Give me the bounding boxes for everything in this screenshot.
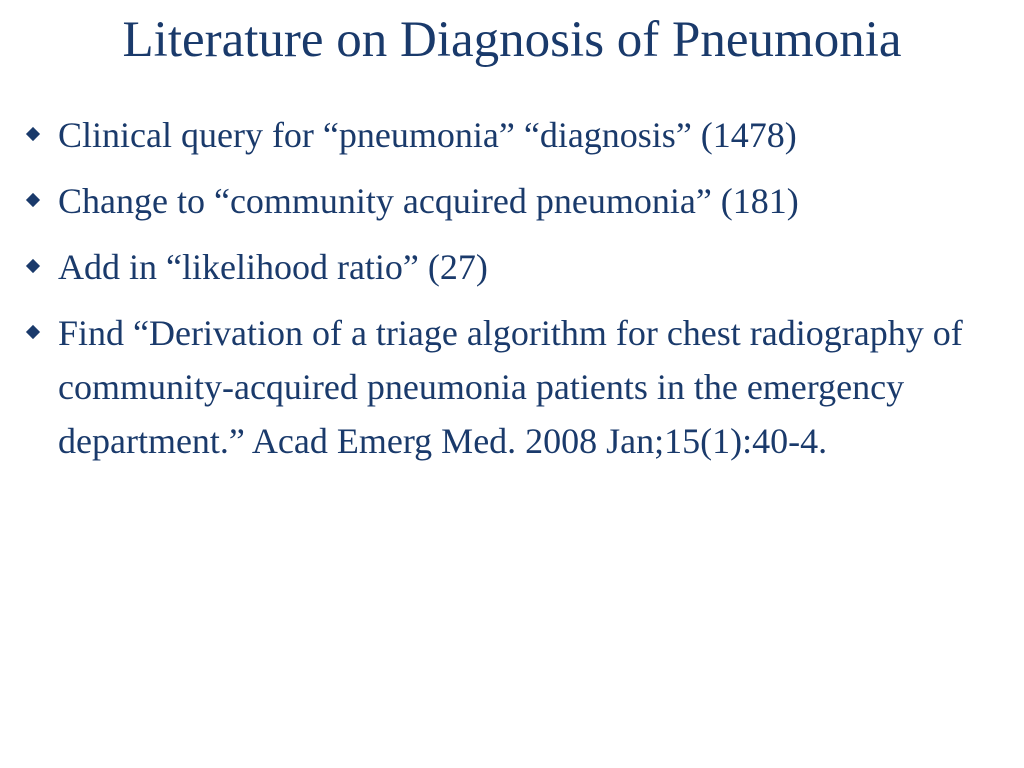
bullet-item: [24, 108, 1009, 162]
bullet-item: [24, 174, 1009, 228]
bullet-text: Add in “likelihood ratio” (27): [58, 247, 488, 287]
bullet-item: [24, 240, 1009, 294]
diamond-bullet-icon: [26, 259, 40, 273]
bullet-text: Find “Derivation of a triage algorithm for chest radiography of community-acquired pneumonia patients in the emergency department.” Acad Emerg Med. 2008 Jan;15(1):40-4.: [58, 313, 963, 461]
diamond-bullet-icon: [26, 325, 40, 339]
diamond-bullet-icon: [26, 127, 40, 141]
bullet-text: Clinical query for “pneumonia” “diagnosis” (1478): [58, 115, 797, 155]
slide-title: Literature on Diagnosis of Pneumonia: [122, 12, 902, 68]
bullet-list: [24, 108, 1009, 480]
bullet-item: [24, 306, 1009, 468]
diamond-bullet-icon: [26, 193, 40, 207]
bullet-text: Change to “community acquired pneumonia” (181): [58, 181, 799, 221]
